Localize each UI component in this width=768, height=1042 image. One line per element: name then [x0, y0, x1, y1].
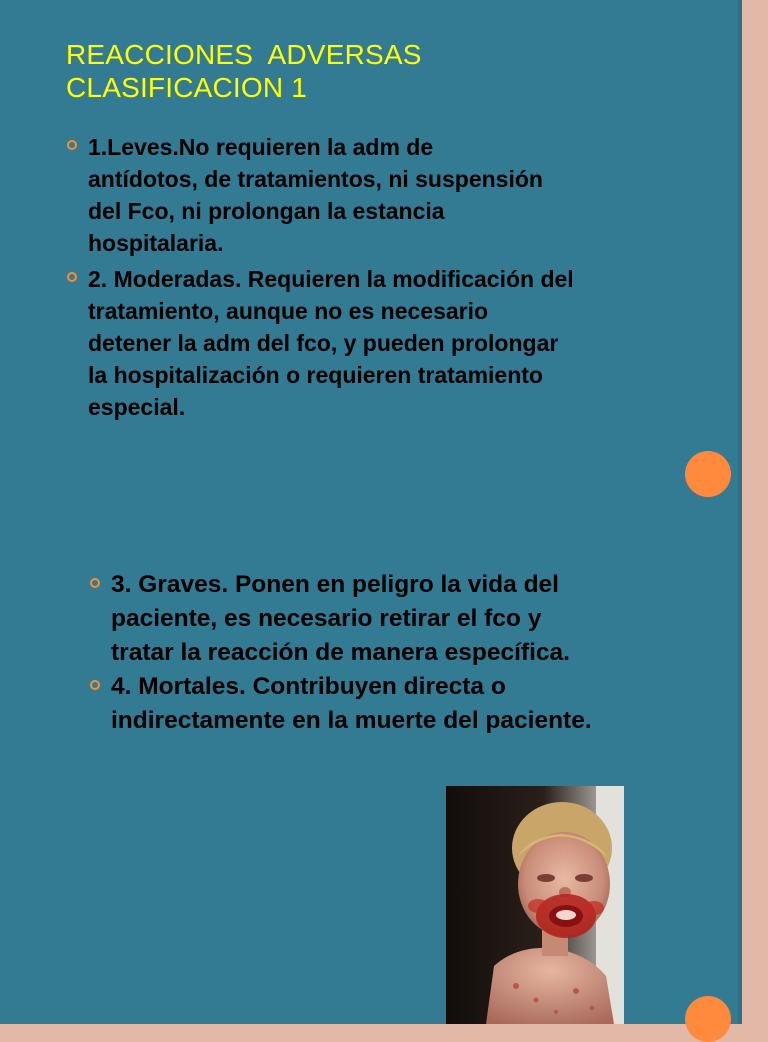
- bullet-list-bottom: [89, 568, 709, 738]
- bullet-circle-icon: [90, 578, 100, 588]
- list-item: [89, 568, 709, 670]
- decorative-circle: [685, 996, 731, 1042]
- bullet-list-top: [66, 131, 716, 423]
- bullet-circle-icon: [90, 680, 100, 690]
- patient-photo: [446, 786, 624, 1024]
- slide-title-line-1: REACCIONES ADVERSAS: [66, 39, 422, 70]
- list-item: [89, 670, 709, 738]
- bullet-text-mortales: 4. Mortales. Contribuyen directa o indirectamente en la muerte del paciente.: [111, 673, 592, 734]
- bullet-text-moderadas: 2. Moderadas. Requieren la modificación del tratamiento, aunque no es necesario detener la adm del fco, y pueden prolongar la hospitalización o requieren tratamiento especial.: [88, 266, 574, 420]
- list-item: [66, 131, 716, 259]
- slide-title-line-2: CLASIFICACION 1: [66, 72, 308, 103]
- child-reaction-image: [446, 786, 624, 1024]
- bullet-text-leves: 1.Leves.No requieren la adm de antídotos, de tratamientos, ni suspensión del Fco, ni prolongan la estancia hospitalaria.: [88, 134, 543, 256]
- slide-title: [66, 38, 666, 104]
- list-item: [66, 263, 716, 423]
- bullet-circle-icon: [67, 140, 77, 150]
- bullet-circle-icon: [67, 272, 77, 282]
- slide-border-line: [738, 0, 742, 1024]
- decorative-circle: [685, 451, 731, 497]
- bullet-text-graves: 3. Graves. Ponen en peligro la vida del paciente, es necesario retirar el fco y tratar la reacción de manera específica.: [111, 571, 570, 666]
